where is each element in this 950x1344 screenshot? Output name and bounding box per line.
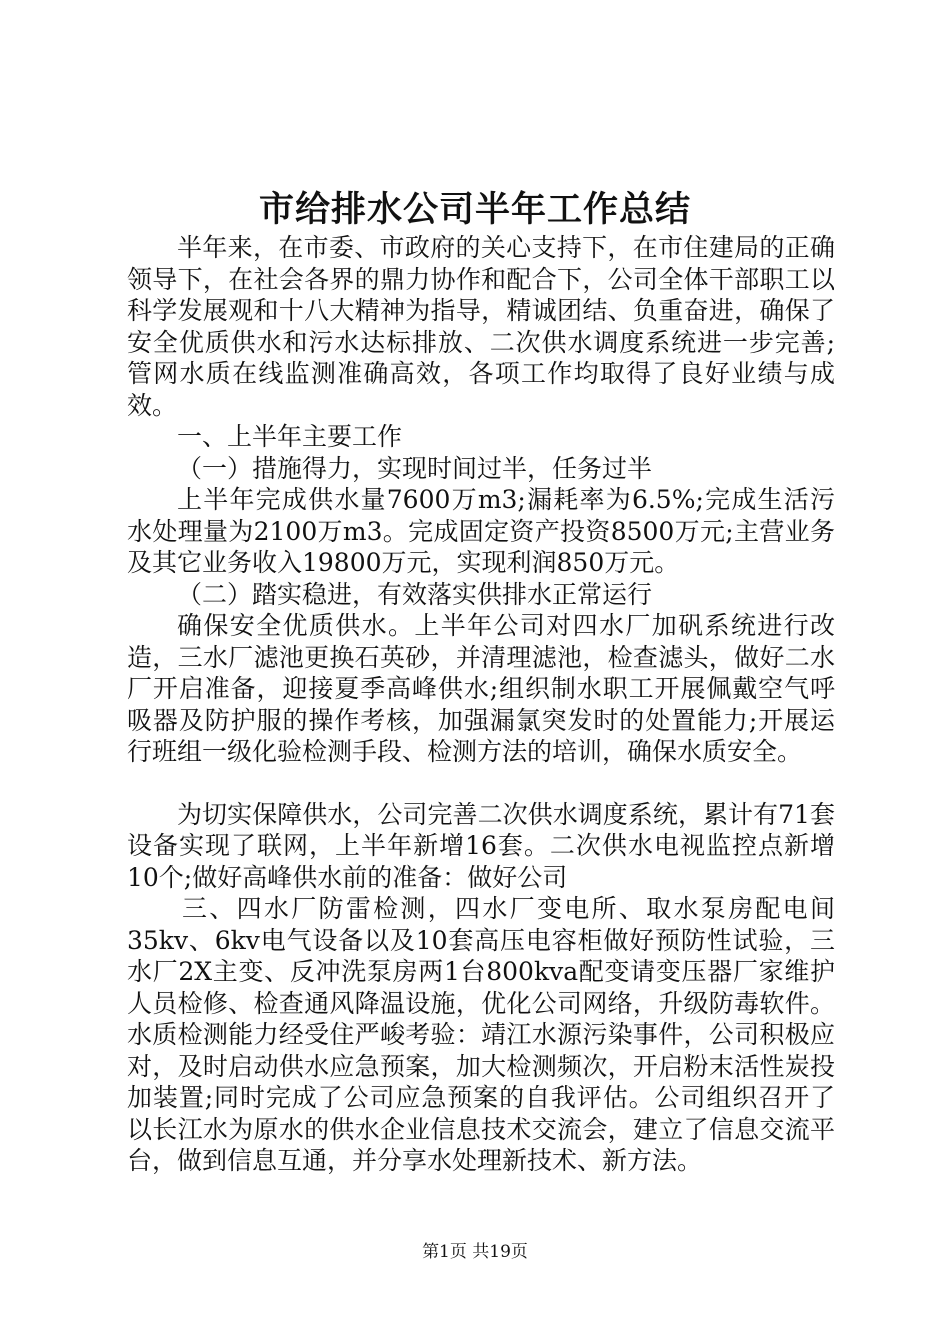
paragraph-lightning-testing: 三、四水厂防雷检测，四水厂变电所、取水泵房配电间35kv、6kv电气设备以及10套高压电容柜做好预防性试验，三水厂2X主变、反冲洗泵房两1台800kva配变请变压器厂家维护人员检修、检查通风降温设施，优化公司网络，升级防毒软件。水质检测能力经受住严峻考验：靖江水源污染事件，公司积极应对，及时启动供水应急预案，加大检测频次，开启粉末活性炭投加装置;同时完成了公司应急预案的自我评估。公司组织召开了以长江水为原水的供水企业信息技术交流会，建立了信息交流平台，做到信息互通，并分享水处理新技术、新方法。 [127, 894, 835, 1175]
paragraph-figures: 上半年完成供水量7600万m3;漏耗率为6.5%;完成生活污水处理量为2100万m3。完成固定资产投资8500万元;主营业务及其它业务收入19800万元，实现利润850万元。 [127, 485, 835, 577]
document-body [127, 232, 835, 1177]
subsection-heading-2: （二）踏实稳进，有效落实供排水正常运行 [177, 579, 653, 609]
section-heading-main-work: 一、上半年主要工作 [177, 422, 403, 451]
document-title: 市给排水公司半年工作总结 [258, 189, 691, 230]
paragraph-water-safety: 确保安全优质供水。上半年公司对四水厂加矾系统进行改造，三水厂滤池更换石英砂，并清理滤池，检查滤头，做好二水厂开启准备，迎接夏季高峰供水;组织制水职工开展佩戴空气呼吸器及防护服的操作考核，加强漏氯突发时的处置能力;开展运行班组一级化验检测手段、检测方法的培训，确保水质安全。 [127, 611, 835, 766]
subsection-heading-1: （一）措施得力，实现时间过半，任务过半 [177, 453, 653, 483]
paragraph-secondary-supply: 为切实保障供水，公司完善二次供水调度系统，累计有71套设备实现了联网，上半年新增16套。二次供水电视监控点新增10个;做好高峰供水前的准备：做好公司 [127, 799, 835, 892]
paragraph-intro: 半年来，在市委、市政府的关心支持下，在市住建局的正确领导下，在社会各界的鼎力协作和配合下，公司全体干部职工以科学发展观和十八大精神为指导，精诚团结、负重奋进，确保了安全优质供水和污水达标排放、二次供水调度系统进一步完善;管网水质在线监测准确高效，各项工作均取得了良好业绩与成效。 [127, 233, 835, 420]
page-number-footer: 第1页 共19页 [422, 1242, 528, 1262]
